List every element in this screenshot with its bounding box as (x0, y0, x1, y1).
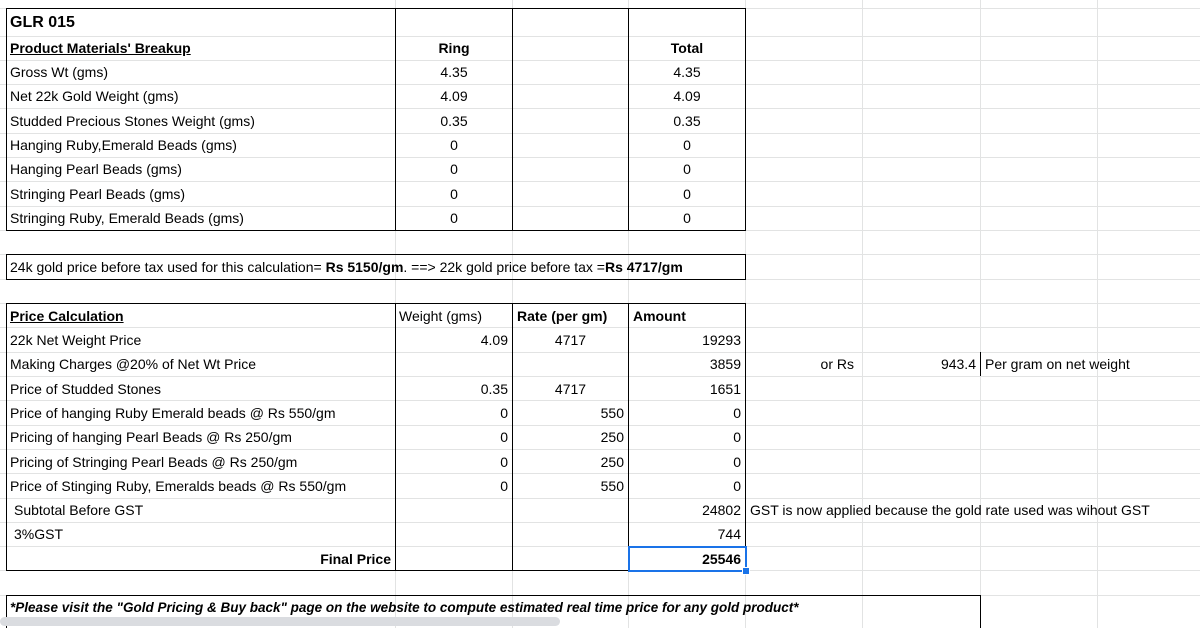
pricing-row-rate[interactable]: 4717 (554, 332, 587, 348)
materials-row-label[interactable]: Hanging Ruby,Emerald Beads (gms) (10, 137, 237, 153)
selected-cell-outline[interactable] (628, 546, 747, 572)
pricing-row-weight[interactable]: 0 (500, 429, 508, 445)
final-price-value[interactable]: 25546 (702, 551, 741, 567)
materials-row-ring[interactable]: 0 (450, 137, 458, 153)
materials-row-total[interactable]: 0.35 (673, 113, 701, 129)
footer-note[interactable]: *Please visit the "Gold Pricing & Buy back" page on the website to compute estimated real time price for any gold product* (10, 600, 799, 615)
pricing-row-amount[interactable]: 19293 (702, 332, 741, 348)
materials-row-ring[interactable]: 4.09 (440, 88, 468, 104)
horizontal-scrollbar[interactable] (0, 617, 560, 626)
pricing-row-amount[interactable]: 0 (733, 454, 741, 470)
subtotal-label[interactable]: Subtotal Before GST (14, 502, 144, 518)
pricing-row-weight[interactable]: 0 (500, 478, 508, 494)
gst-note[interactable]: GST is now applied because the gold rate used was wihout GST (750, 502, 1150, 518)
pricing-row-label[interactable]: Pricing of hanging Pearl Beads @ Rs 250/gm (10, 429, 292, 445)
materials-header: Product Materials' Breakup (10, 40, 191, 56)
materials-row-total[interactable]: 0 (683, 210, 691, 226)
pricing-row-weight[interactable] (396, 352, 508, 376)
col-total-header: Total (670, 40, 704, 56)
pricing-row-label[interactable]: 22k Net Weight Price (10, 332, 142, 348)
materials-row-ring[interactable]: 0 (450, 161, 458, 177)
gold-note-prefix: 24k gold price before tax used for this calculation= (10, 259, 326, 275)
final-price-label[interactable]: Final Price (320, 551, 391, 567)
materials-row-ring[interactable]: 4.35 (440, 64, 468, 80)
making-per-gram-label[interactable]: Per gram on net weight (985, 356, 1130, 372)
gold-note-middle: . ==> 22k gold price before tax = (403, 259, 605, 275)
pricing-row-weight[interactable]: 0 (500, 405, 508, 421)
materials-row-total[interactable]: 0 (683, 137, 691, 153)
pricing-row-rate[interactable]: 550 (600, 478, 624, 494)
materials-row-total[interactable]: 4.35 (673, 64, 701, 80)
pricing-header: Price Calculation (10, 308, 124, 324)
gold-price-24k: Rs 5150/gm (325, 259, 404, 275)
col-rate-header: Rate (per gm) (517, 308, 608, 324)
col-weight-header: Weight (gms) (399, 308, 482, 324)
pricing-row-label[interactable]: Pricing of Stringing Pearl Beads @ Rs 250/gm (10, 454, 298, 470)
pricing-row-weight[interactable]: 0.35 (480, 381, 508, 397)
materials-row-ring[interactable]: 0 (450, 186, 458, 202)
materials-row-label[interactable]: Stringing Pearl Beads (gms) (10, 186, 186, 202)
pricing-row-rate[interactable]: 250 (600, 454, 624, 470)
pricing-row-amount[interactable]: 1651 (709, 381, 741, 397)
pricing-row-weight[interactable]: 0 (500, 454, 508, 470)
materials-row-ring[interactable]: 0.35 (440, 113, 468, 129)
materials-row-total[interactable]: 0 (683, 161, 691, 177)
pricing-row-rate[interactable]: 250 (600, 429, 624, 445)
pricing-row-rate[interactable]: 4717 (554, 381, 587, 397)
gold-price-22k: Rs 4717/gm (604, 259, 683, 275)
making-or-label[interactable]: or Rs (820, 356, 854, 372)
pricing-row-label[interactable]: Making Charges @20% of Net Wt Price (10, 356, 257, 372)
col-ring-header: Ring (438, 40, 470, 56)
materials-row-total[interactable]: 4.09 (673, 88, 701, 104)
pricing-row-label[interactable]: Price of Studded Stones (10, 381, 161, 397)
pricing-row-amount[interactable]: 0 (733, 405, 741, 421)
gst-label[interactable]: 3%GST (14, 526, 64, 542)
col-amount-header: Amount (633, 308, 686, 324)
pricing-row-weight[interactable]: 4.09 (480, 332, 508, 348)
pricing-row-rate[interactable] (513, 352, 628, 376)
materials-row-label[interactable]: Net 22k Gold Weight (gms) (10, 88, 179, 104)
pricing-row-label[interactable]: Price of Stinging Ruby, Emeralds beads @ Rs 550/gm (10, 478, 347, 494)
gold-price-note[interactable] (10, 255, 683, 279)
pricing-row-label[interactable]: Price of hanging Ruby Emerald beads @ Rs 550/gm (10, 405, 336, 421)
materials-row-label[interactable]: Studded Precious Stones Weight (gms) (10, 113, 255, 129)
materials-row-total[interactable]: 0 (683, 186, 691, 202)
subtotal-value[interactable]: 24802 (702, 502, 741, 518)
pricing-row-amount[interactable]: 3859 (709, 356, 741, 372)
materials-row-label[interactable]: Hanging Pearl Beads (gms) (10, 161, 182, 177)
sheet-title: GLR 015 (10, 14, 75, 31)
materials-row-ring[interactable]: 0 (450, 210, 458, 226)
materials-row-label[interactable]: Stringing Ruby, Emerald Beads (gms) (10, 210, 244, 226)
materials-row-label[interactable]: Gross Wt (gms) (10, 64, 108, 80)
fill-handle[interactable] (742, 567, 750, 575)
making-per-gram-value[interactable]: 943.4 (940, 356, 976, 372)
gst-value[interactable]: 744 (717, 526, 741, 542)
pricing-row-rate[interactable]: 550 (600, 405, 624, 421)
pricing-row-amount[interactable]: 0 (733, 429, 741, 445)
pricing-row-amount[interactable]: 0 (733, 478, 741, 494)
